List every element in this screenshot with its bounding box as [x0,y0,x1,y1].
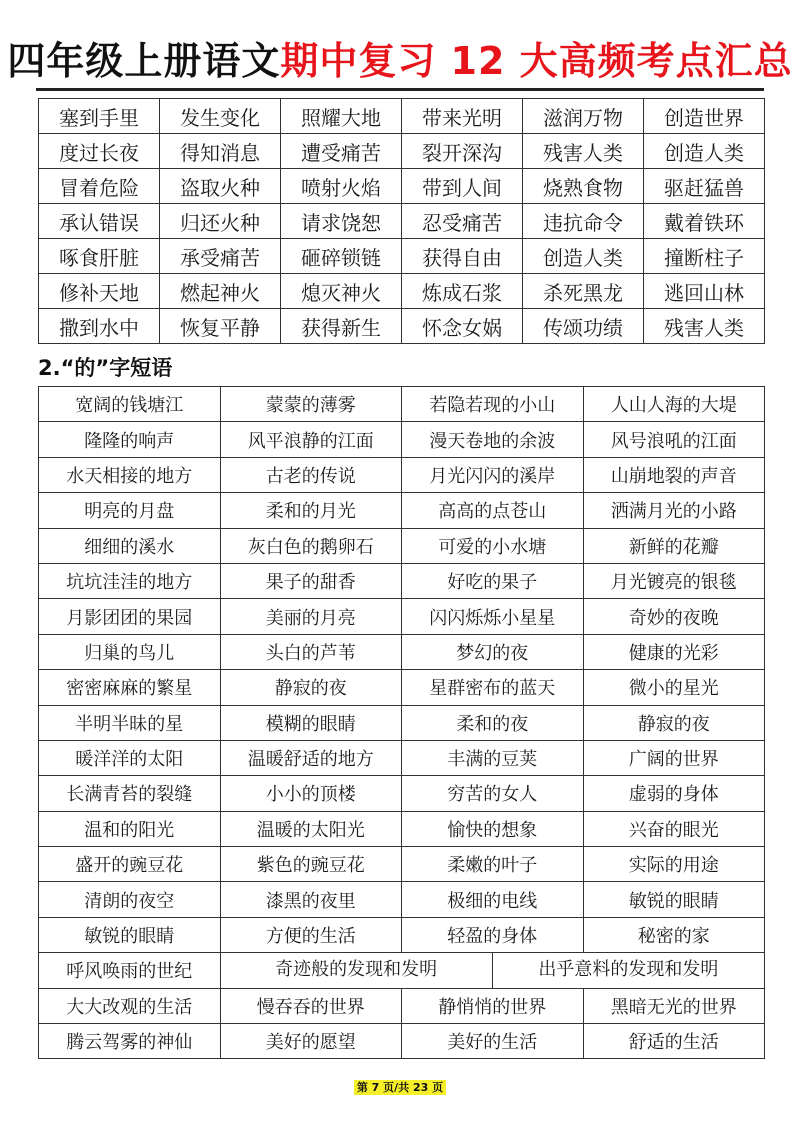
table-cell: 好吃的果子 [402,563,584,598]
table-cell: 长满青苔的裂缝 [39,776,221,811]
table-row [39,953,765,988]
table-row [39,670,765,705]
table-cell: 获得自由 [402,239,523,274]
table-cell: 请求饶恕 [281,204,402,239]
de-phrase-table-body [39,387,765,1059]
table-cell: 盛开的豌豆花 [39,847,221,882]
table-cell: 创造人类 [644,134,765,169]
table-row [39,882,765,917]
table-cell: 小小的顶楼 [220,776,402,811]
table-cell: 燃起神火 [160,274,281,309]
table-cell: 轻盈的身体 [402,917,584,952]
table-cell: 山崩地裂的声音 [583,457,765,492]
table-cell: 发生变化 [160,99,281,134]
table-row [39,204,765,239]
table-cell: 暖洋洋的太阳 [39,740,221,775]
title-underline [36,88,764,91]
table-cell: 出乎意料的发现和发明 [538,959,719,981]
table-cell: 度过长夜 [39,134,160,169]
table-cell: 柔嫩的叶子 [402,847,584,882]
table-cell: 修补天地 [39,274,160,309]
table-cell: 杀死黑龙 [523,274,644,309]
table-row [39,274,765,309]
table-cell: 虚弱的身体 [583,776,765,811]
table-cell: 喷射火焰 [281,169,402,204]
table-cell: 炼成石浆 [402,274,523,309]
table-cell: 微小的星光 [583,670,765,705]
page-number: 第 7 页/共 23 页 [354,1080,446,1095]
table-row [39,705,765,740]
table-cell: 水天相接的地方 [39,457,221,492]
table-cell: 漆黑的夜里 [220,882,402,917]
table-cell: 舒适的生活 [583,1024,765,1059]
merged-cell-group [220,953,765,988]
table-cell: 健康的光彩 [583,634,765,669]
table-cell: 创造世界 [644,99,765,134]
table-cell: 美好的愿望 [220,1024,402,1059]
table-cell: 蒙蒙的薄雾 [220,387,402,422]
table-cell: 滋润万物 [523,99,644,134]
table-row [39,740,765,775]
table-cell: 柔和的夜 [402,705,584,740]
table-cell: 头白的芦苇 [220,634,402,669]
table-cell: 风平浪静的江面 [220,422,402,457]
verb-phrase-table-body [39,99,765,344]
table-cell: 实际的用途 [583,847,765,882]
table-cell: 月光闪闪的溪岸 [402,457,584,492]
table-cell: 隆隆的响声 [39,422,221,457]
table-cell: 静悄悄的世界 [402,988,584,1023]
table-cell: 恢复平静 [160,309,281,344]
table-cell: 塞到手里 [39,99,160,134]
title-red-part: 期中复习 12 大高频考点汇总 [280,39,793,83]
table-cell: 丰满的豆荚 [402,740,584,775]
table-cell: 坑坑洼洼的地方 [39,563,221,598]
table-cell: 奇妙的夜晚 [583,599,765,634]
table-cell: 紫色的豌豆花 [220,847,402,882]
table-cell: 奇迹般的发现和发明 [221,953,493,987]
table-cell: 美好的生活 [402,1024,584,1059]
table-cell: 古老的传说 [220,457,402,492]
table-row [39,239,765,274]
table-cell: 啄食肝脏 [39,239,160,274]
table-cell: 温和的阳光 [39,811,221,846]
table-cell: 砸碎锁链 [281,239,402,274]
table-cell: 穷苦的女人 [402,776,584,811]
table-cell: 冒着危险 [39,169,160,204]
table-cell: 闪闪烁烁小星星 [402,599,584,634]
table-cell: 撒到水中 [39,309,160,344]
table-cell: 熄灭神火 [281,274,402,309]
table-cell: 人山人海的大堤 [583,387,765,422]
table-cell: 清朗的夜空 [39,882,221,917]
table-cell: 烧熟食物 [523,169,644,204]
table-row [39,634,765,669]
table-cell: 半明半昧的星 [39,705,221,740]
table-cell: 漫天卷地的余波 [402,422,584,457]
table-cell: 慢吞吞的世界 [220,988,402,1023]
table-cell: 星群密布的蓝天 [402,670,584,705]
table-cell: 模糊的眼睛 [220,705,402,740]
table-row [39,563,765,598]
table-row [39,917,765,952]
table-cell: 静寂的夜 [583,705,765,740]
table-cell: 驱赶猛兽 [644,169,765,204]
table-cell: 戴着铁环 [644,204,765,239]
table-cell: 黑暗无光的世界 [583,988,765,1023]
table-row [39,811,765,846]
table-cell: 承受痛苦 [160,239,281,274]
table-cell: 忍受痛苦 [402,204,523,239]
table-cell: 获得新生 [281,309,402,344]
table-row [39,387,765,422]
table-cell: 得知消息 [160,134,281,169]
table-row [39,493,765,528]
table-cell: 灰白色的鹅卵石 [220,528,402,563]
table-cell: 带到人间 [402,169,523,204]
table-cell: 新鲜的花瓣 [583,528,765,563]
table-row [39,1024,765,1059]
table-cell: 可爱的小水塘 [402,528,584,563]
table-cell: 柔和的月光 [220,493,402,528]
table-row [39,169,765,204]
table-cell: 兴奋的眼光 [583,811,765,846]
table-cell: 极细的电线 [402,882,584,917]
table-cell: 遭受痛苦 [281,134,402,169]
table-cell: 月光镀亮的银毯 [583,563,765,598]
table-row [39,847,765,882]
table-cell: 照耀大地 [281,99,402,134]
table-cell: 盗取火种 [160,169,281,204]
table-cell: 美丽的月亮 [220,599,402,634]
table-cell: 月影团团的果园 [39,599,221,634]
table-cell: 洒满月光的小路 [583,493,765,528]
table-cell: 撞断柱子 [644,239,765,274]
table-cell: 带来光明 [402,99,523,134]
table-row [39,528,765,563]
table-cell: 温暖的太阳光 [220,811,402,846]
page-title [0,38,800,84]
table-cell: 风号浪吼的江面 [583,422,765,457]
table-row [39,457,765,492]
table-row [39,988,765,1023]
table-cell: 密密麻麻的繁星 [39,670,221,705]
page-footer [0,1076,800,1095]
table-cell: 宽阔的钱塘江 [39,387,221,422]
section-heading: 2.“的”字短语 [38,356,173,380]
table-cell: 温暖舒适的地方 [220,740,402,775]
table-cell: 传颂功绩 [523,309,644,344]
verb-phrase-table [38,98,765,344]
title-black-part: 四年级上册语文 [7,39,281,83]
table-cell: 细细的溪水 [39,528,221,563]
table-row [39,134,765,169]
table-row [39,599,765,634]
table-cell: 呼风唤雨的世纪 [39,953,221,988]
table-cell: 秘密的家 [583,917,765,952]
table-row [39,776,765,811]
table-cell: 怀念女娲 [402,309,523,344]
table-cell: 归还火种 [160,204,281,239]
table-cell: 若隐若现的小山 [402,387,584,422]
table-cell: 敏锐的眼睛 [39,917,221,952]
table-cell: 愉快的想象 [402,811,584,846]
table-cell: 方便的生活 [220,917,402,952]
table-cell: 归巢的鸟儿 [39,634,221,669]
table-cell: 明亮的月盘 [39,493,221,528]
table-row [39,99,765,134]
table-cell: 大大改观的生活 [39,988,221,1023]
table-row [39,309,765,344]
table-row [39,422,765,457]
table-cell: 残害人类 [644,309,765,344]
table-cell: 承认错误 [39,204,160,239]
de-phrase-table [38,386,765,1059]
table-cell: 敏锐的眼睛 [583,882,765,917]
table-cell: 裂开深沟 [402,134,523,169]
table-cell: 违抗命令 [523,204,644,239]
table-cell: 高高的点苍山 [402,493,584,528]
table-cell: 残害人类 [523,134,644,169]
table-cell: 腾云驾雾的神仙 [39,1024,221,1059]
table-cell: 逃回山林 [644,274,765,309]
table-cell: 静寂的夜 [220,670,402,705]
table-cell: 创造人类 [523,239,644,274]
table-cell: 果子的甜香 [220,563,402,598]
table-cell: 梦幻的夜 [402,634,584,669]
table-cell: 广阔的世界 [583,740,765,775]
